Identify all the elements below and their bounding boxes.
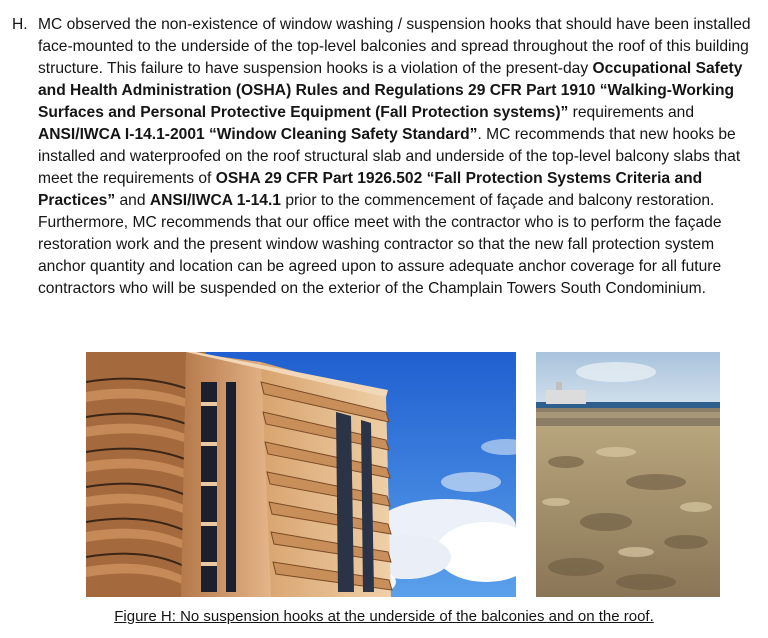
finding-paragraph	[38, 14, 764, 300]
para-segment: MC observed the non-existence of window washing / suspension hooks that should have been installed face-mounted to the underside of the top-level balconies and spread throughout the roof of this building structure. This failure to have suspension hooks is a violation of the present-day	[38, 16, 751, 77]
roof-photo	[536, 352, 720, 597]
para-segment-bold: ANSI/IWCA I-14.1-2001 “Window Cleaning Safety Standard”	[38, 126, 478, 143]
para-segment: requirements and	[568, 104, 695, 121]
para-segment-bold: ANSI/IWCA 1-14.1	[149, 192, 281, 209]
figure-caption	[0, 607, 768, 627]
para-segment: and	[115, 192, 150, 209]
item-label: H.	[12, 16, 28, 33]
figure-caption-text: Figure H: No suspension hooks at the underside of the balconies and on the roof.	[114, 608, 654, 625]
roof-photo-image	[536, 352, 720, 597]
building-photo-image	[86, 352, 516, 597]
para-segment-bold: Occupational Safety and Health Administration (OSHA) Rules and Regulations 29 CFR Part 1910 “Walking-Working Surfaces and Personal Protective Equipment (Fall Protection systems)”	[38, 60, 743, 121]
para-segment: . MC recommends that new hooks be installed and waterproofed on the roof structural slab and underside of the top-level balcony slabs that meet the requirements of	[38, 126, 741, 187]
building-photo	[86, 352, 516, 597]
para-segment-bold: OSHA 29 CFR Part 1926.502 “Fall Protection Systems Criteria and Practices”	[38, 170, 703, 209]
para-segment: prior to the commencement of façade and balcony restoration. Furthermore, MC recommends that our office meet with the contractor who is to perform the façade restoration work and the present window washing contractor so that the new fall protection system anchor quantity and location can be agreed upon to assure adequate anchor coverage for all future contractors who will be suspended on the exterior of the Champlain Towers South Condominium.	[38, 192, 722, 297]
